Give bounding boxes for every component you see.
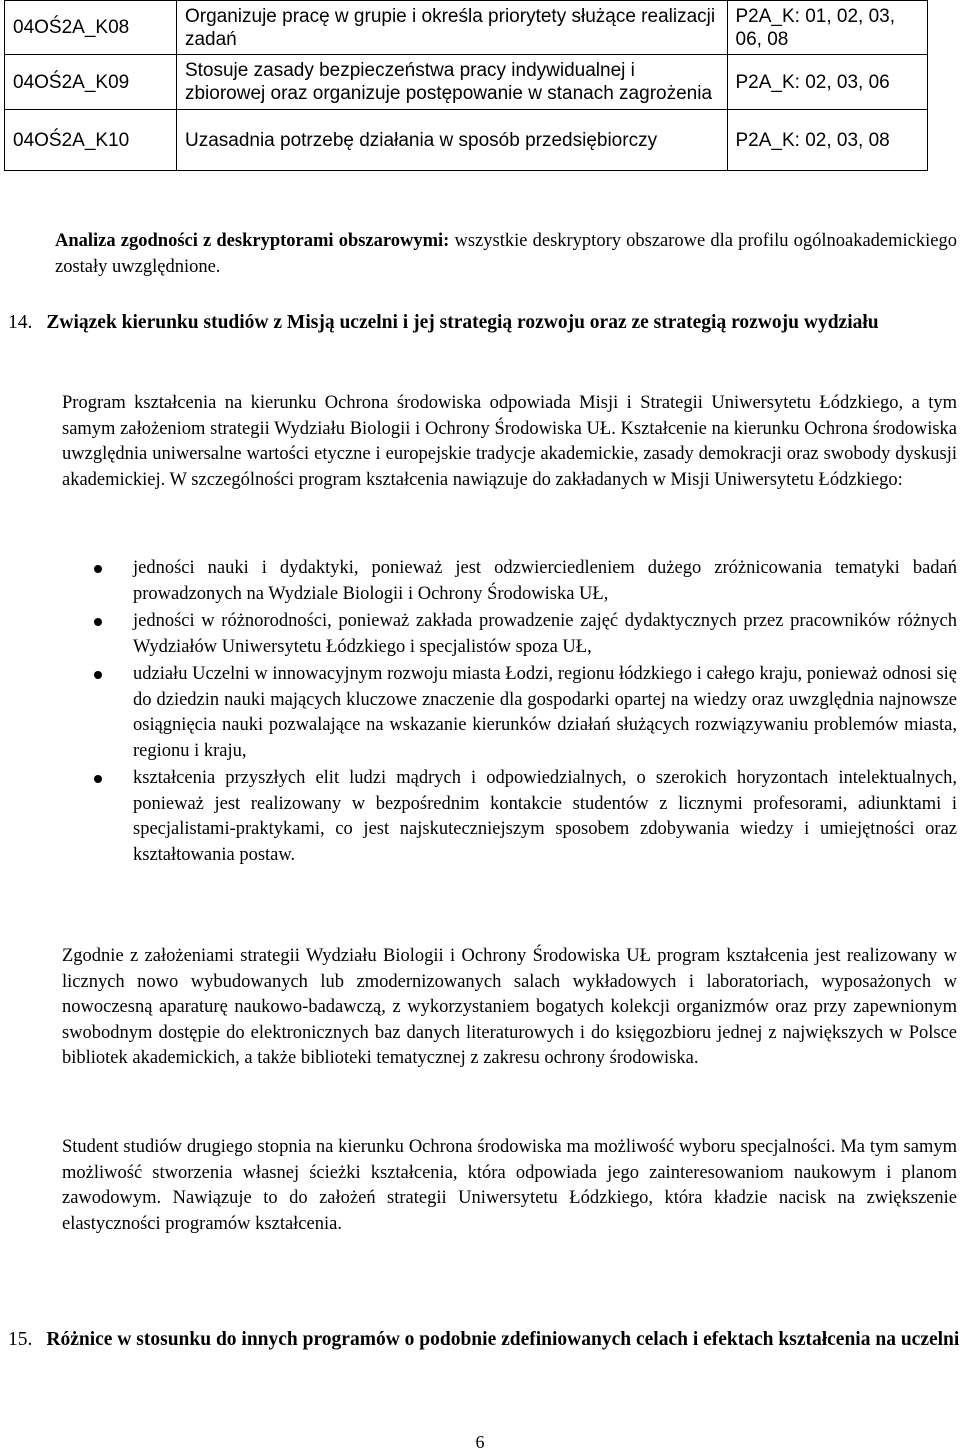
mission-bullet-list	[94, 556, 957, 870]
table-row	[5, 55, 928, 110]
section-number: 15.	[8, 1329, 33, 1350]
outcome-references: P2A_K: 02, 03, 06	[727, 55, 928, 110]
learning-outcomes-table	[4, 0, 928, 171]
bullet-icon	[94, 618, 102, 626]
page-number: 6	[475, 1432, 485, 1452]
section-14-paragraph-1: Program kształcenia na kierunku Ochrona środowiska odpowiada Misji i Strategii Uniwersytetu Łódzkiego, a tym samym założeniom strategii Wydziału Biologii i Ochrony Środowiska UŁ. Kształcenie na kierunku Ochrona środowiska uwzględnia uniwersalne wartości etyczne i europejskie tradycje akademickie, zasady demokracji oraz swobody dyskusji akademickiej. W szczególności program kształcenia nawiązuje do zakładanych w Misji Uniwersytetu Łódzkiego:	[62, 393, 957, 490]
section-14-paragraph-2: Zgodnie z założeniami strategii Wydziału Biologii i Ochrony Środowiska UŁ program kształcenia jest realizowany w licznych nowo wybudowanych lub zmodernizowanych salach wykładowych i laboratoriach, wyposażonych w nowoczesną aparaturę naukowo-badawczą, z wykorzystaniem bogatych kolekcji organizmów oraz przy zapewnionym swobodnym dostępie do elektronicznych baz danych literaturowych i do księgozbioru jednej z największych w Polsce bibliotek akademickich, a także biblioteki tematycznej z zakresu ochrony środowiska.	[62, 946, 957, 1068]
bullet-icon	[94, 565, 102, 573]
outcome-code: 04OŚ2A_K10	[5, 110, 177, 171]
list-item-text: jedności w różnorodności, ponieważ zakłada prowadzenie zajęć dydaktycznych przez pracowników różnych Wydziałów Uniwersytetu Łódzkiego i specjalistów spoza UŁ,	[133, 611, 957, 657]
list-item-text: jedności nauki i dydaktyki, ponieważ jest odzwierciedleniem dużego zróżnicowania tematyki badań prowadzonych na Wydziale Biologii i Ochrony Środowiska UŁ,	[133, 558, 957, 604]
analysis-text: wszystkie deskryptory obszarowe dla profilu ogólnoakademickiego zostały uwzględnione.	[55, 231, 957, 277]
list-item	[94, 766, 957, 868]
table-row	[5, 110, 928, 171]
list-item-text: udziału Uczelni w innowacyjnym rozwoju miasta Łodzi, regionu łódzkiego i całego kraju, ponieważ odnosi się do dziedzin nauki mających kluczowe znaczenie dla gospodarki opartej na wiedzy oraz uwzględnia najnowsze osiągnięcia nauki pozwalające na wskazanie kierunków działań służących rozwiązywaniu problemów miasta, regionu i kraju,	[133, 664, 957, 761]
list-item-text: kształcenia przyszłych elit ludzi mądrych i odpowiedzialnych, o szerokich horyzontach intelektualnych, ponieważ jest realizowany w bezpośrednim kontakcie studentów z licznymi profesorami, adiunktami i specjalistami-praktykami, co jest najskuteczniejszym sposobem zdobywania wiedzy i umiejętności oraz kształtowania postaw.	[133, 768, 957, 865]
section-14-paragraph-3: Student studiów drugiego stopnia na kierunku Ochrona środowiska ma możliwość wyboru specjalności. Ma tym samym możliwość stworzenia własnej ścieżki kształcenia, która odpowiada jego zainteresowaniom naukowym i planom zawodowym. Nawiązuje to do założeń strategii Uniwersytetu Łódzkiego, która kładzie nacisk na zwiększenie elastyczności programów kształcenia.	[62, 1137, 957, 1234]
outcome-code: 04OŚ2A_K09	[5, 55, 177, 110]
section-title: Związek kierunku studiów z Misją uczelni i jej strategią rozwoju oraz ze strategią rozwoju wydziału	[46, 312, 879, 333]
section-number: 14.	[8, 312, 33, 333]
bullet-icon	[94, 671, 102, 679]
list-item	[94, 556, 957, 607]
list-item	[94, 662, 957, 764]
table-row	[5, 1, 928, 55]
outcome-description: Uzasadnia potrzebę działania w sposób przedsiębiorczy	[176, 110, 727, 171]
section-15-heading	[8, 1326, 960, 1353]
analysis-paragraph	[55, 229, 957, 280]
section-title: Różnice w stosunku do innych programów o podobnie zdefiniowanych celach i efektach kształcenia na uczelni	[46, 1329, 960, 1350]
outcome-description: Stosuje zasady bezpieczeństwa pracy indywidualnej i zbiorowej oraz organizuje postępowanie w stanach zagrożenia	[176, 55, 727, 110]
outcome-code: 04OŚ2A_K08	[5, 1, 177, 55]
outcome-references: P2A_K: 01, 02, 03, 06, 08	[727, 1, 928, 55]
analysis-label: Analiza zgodności z deskryptorami obszarowymi:	[55, 231, 450, 251]
outcome-description: Organizuje pracę w grupie i określa priorytety służące realizacji zadań	[176, 1, 727, 55]
bullet-icon	[94, 775, 102, 783]
outcome-references: P2A_K: 02, 03, 08	[727, 110, 928, 171]
section-14-heading	[8, 309, 958, 336]
list-item	[94, 609, 957, 660]
